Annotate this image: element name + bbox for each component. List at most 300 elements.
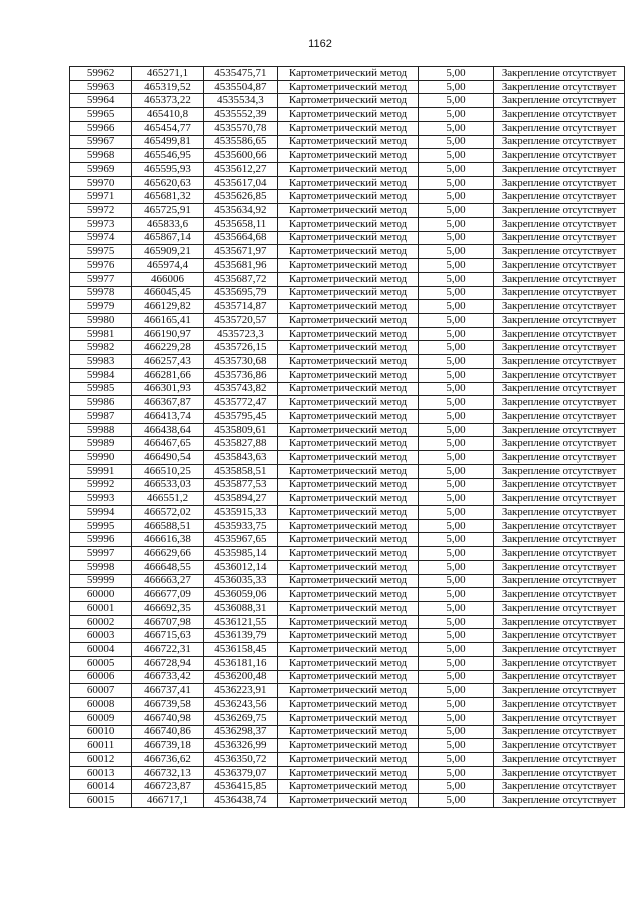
y-coordinate-cell: 4535809,61 <box>203 423 277 437</box>
fixation-cell: Закрепление отсутствует <box>494 355 625 369</box>
x-coordinate-cell: 466739,18 <box>132 739 203 753</box>
table-row <box>70 94 625 108</box>
table-row <box>70 108 625 122</box>
point-number-cell: 59974 <box>70 231 132 245</box>
method-cell: Картометрический метод <box>278 588 419 602</box>
point-number-cell: 59999 <box>70 574 132 588</box>
y-coordinate-cell: 4535730,68 <box>203 355 277 369</box>
accuracy-cell: 5,00 <box>418 574 493 588</box>
fixation-cell: Закрепление отсутствует <box>494 149 625 163</box>
x-coordinate-cell: 466367,87 <box>132 396 203 410</box>
fixation-cell: Закрепление отсутствует <box>494 259 625 273</box>
x-coordinate-cell: 466740,86 <box>132 725 203 739</box>
accuracy-cell: 5,00 <box>418 478 493 492</box>
fixation-cell: Закрепление отсутствует <box>494 300 625 314</box>
accuracy-cell: 5,00 <box>418 341 493 355</box>
point-number-cell: 60007 <box>70 684 132 698</box>
y-coordinate-cell: 4536298,37 <box>203 725 277 739</box>
table-row <box>70 272 625 286</box>
point-number-cell: 60000 <box>70 588 132 602</box>
y-coordinate-cell: 4535626,85 <box>203 190 277 204</box>
x-coordinate-cell: 466413,74 <box>132 409 203 423</box>
x-coordinate-cell: 466165,41 <box>132 313 203 327</box>
y-coordinate-cell: 4535534,3 <box>203 94 277 108</box>
fixation-cell: Закрепление отсутствует <box>494 409 625 423</box>
x-coordinate-cell: 466728,94 <box>132 656 203 670</box>
method-cell: Картометрический метод <box>278 341 419 355</box>
point-number-cell: 60010 <box>70 725 132 739</box>
table-row <box>70 300 625 314</box>
fixation-cell: Закрепление отсутствует <box>494 698 625 712</box>
table-row <box>70 588 625 602</box>
accuracy-cell: 5,00 <box>418 67 493 81</box>
method-cell: Картометрический метод <box>278 67 419 81</box>
y-coordinate-cell: 4535858,51 <box>203 464 277 478</box>
y-coordinate-cell: 4536158,45 <box>203 643 277 657</box>
y-coordinate-cell: 4536438,74 <box>203 794 277 808</box>
x-coordinate-cell: 466629,66 <box>132 547 203 561</box>
method-cell: Картометрический метод <box>278 409 419 423</box>
point-number-cell: 59975 <box>70 245 132 259</box>
x-coordinate-cell: 466740,98 <box>132 711 203 725</box>
point-number-cell: 60008 <box>70 698 132 712</box>
method-cell: Картометрический метод <box>278 752 419 766</box>
fixation-cell: Закрепление отсутствует <box>494 80 625 94</box>
point-number-cell: 59989 <box>70 437 132 451</box>
page-number: 1162 <box>308 38 332 50</box>
y-coordinate-cell: 4535664,68 <box>203 231 277 245</box>
y-coordinate-cell: 4536121,55 <box>203 615 277 629</box>
accuracy-cell: 5,00 <box>418 588 493 602</box>
x-coordinate-cell: 465410,8 <box>132 108 203 122</box>
x-coordinate-cell: 466723,87 <box>132 780 203 794</box>
fixation-cell: Закрепление отсутствует <box>494 437 625 451</box>
fixation-cell: Закрепление отсутствует <box>494 464 625 478</box>
method-cell: Картометрический метод <box>278 300 419 314</box>
table-row <box>70 176 625 190</box>
accuracy-cell: 5,00 <box>418 670 493 684</box>
y-coordinate-cell: 4535723,3 <box>203 327 277 341</box>
coordinates-table <box>69 66 625 808</box>
point-number-cell: 59995 <box>70 519 132 533</box>
fixation-cell: Закрепление отсутствует <box>494 94 625 108</box>
accuracy-cell: 5,00 <box>418 217 493 231</box>
accuracy-cell: 5,00 <box>418 492 493 506</box>
accuracy-cell: 5,00 <box>418 300 493 314</box>
x-coordinate-cell: 466733,42 <box>132 670 203 684</box>
accuracy-cell: 5,00 <box>418 355 493 369</box>
point-number-cell: 60014 <box>70 780 132 794</box>
fixation-cell: Закрепление отсутствует <box>494 506 625 520</box>
accuracy-cell: 5,00 <box>418 286 493 300</box>
fixation-cell: Закрепление отсутствует <box>494 217 625 231</box>
point-number-cell: 59963 <box>70 80 132 94</box>
y-coordinate-cell: 4536181,16 <box>203 656 277 670</box>
table-row <box>70 629 625 643</box>
table-row <box>70 368 625 382</box>
y-coordinate-cell: 4535658,11 <box>203 217 277 231</box>
method-cell: Картометрический метод <box>278 286 419 300</box>
y-coordinate-cell: 4535967,65 <box>203 533 277 547</box>
accuracy-cell: 5,00 <box>418 766 493 780</box>
table-row <box>70 396 625 410</box>
table-row <box>70 711 625 725</box>
fixation-cell: Закрепление отсутствует <box>494 588 625 602</box>
fixation-cell: Закрепление отсутствует <box>494 423 625 437</box>
table-row <box>70 643 625 657</box>
table-row <box>70 355 625 369</box>
x-coordinate-cell: 466551,2 <box>132 492 203 506</box>
y-coordinate-cell: 4535894,27 <box>203 492 277 506</box>
table-row <box>70 149 625 163</box>
y-coordinate-cell: 4536035,33 <box>203 574 277 588</box>
method-cell: Картометрический метод <box>278 190 419 204</box>
y-coordinate-cell: 4535586,65 <box>203 135 277 149</box>
x-coordinate-cell: 466722,31 <box>132 643 203 657</box>
point-number-cell: 59969 <box>70 163 132 177</box>
fixation-cell: Закрепление отсутствует <box>494 382 625 396</box>
point-number-cell: 59970 <box>70 176 132 190</box>
method-cell: Картометрический метод <box>278 698 419 712</box>
method-cell: Картометрический метод <box>278 711 419 725</box>
y-coordinate-cell: 4535985,14 <box>203 547 277 561</box>
x-coordinate-cell: 465454,77 <box>132 121 203 135</box>
x-coordinate-cell: 465271,1 <box>132 67 203 81</box>
method-cell: Картометрический метод <box>278 355 419 369</box>
accuracy-cell: 5,00 <box>418 245 493 259</box>
method-cell: Картометрический метод <box>278 451 419 465</box>
table-row <box>70 286 625 300</box>
method-cell: Картометрический метод <box>278 176 419 190</box>
x-coordinate-cell: 466467,65 <box>132 437 203 451</box>
table-row <box>70 423 625 437</box>
accuracy-cell: 5,00 <box>418 409 493 423</box>
table-row <box>70 656 625 670</box>
accuracy-cell: 5,00 <box>418 259 493 273</box>
point-number-cell: 59972 <box>70 204 132 218</box>
fixation-cell: Закрепление отсутствует <box>494 560 625 574</box>
fixation-cell: Закрепление отсутствует <box>494 341 625 355</box>
x-coordinate-cell: 466006 <box>132 272 203 286</box>
point-number-cell: 59962 <box>70 67 132 81</box>
fixation-cell: Закрепление отсутствует <box>494 451 625 465</box>
fixation-cell: Закрепление отсутствует <box>494 286 625 300</box>
point-number-cell: 59986 <box>70 396 132 410</box>
x-coordinate-cell: 465546,95 <box>132 149 203 163</box>
fixation-cell: Закрепление отсутствует <box>494 163 625 177</box>
method-cell: Картометрический метод <box>278 382 419 396</box>
method-cell: Картометрический метод <box>278 313 419 327</box>
point-number-cell: 59973 <box>70 217 132 231</box>
accuracy-cell: 5,00 <box>418 464 493 478</box>
table-row <box>70 259 625 273</box>
method-cell: Картометрический метод <box>278 464 419 478</box>
table-row <box>70 547 625 561</box>
accuracy-cell: 5,00 <box>418 506 493 520</box>
fixation-cell: Закрепление отсутствует <box>494 478 625 492</box>
table-row <box>70 437 625 451</box>
method-cell: Картометрический метод <box>278 739 419 753</box>
accuracy-cell: 5,00 <box>418 451 493 465</box>
y-coordinate-cell: 4536243,56 <box>203 698 277 712</box>
fixation-cell: Закрепление отсутствует <box>494 643 625 657</box>
method-cell: Картометрический метод <box>278 231 419 245</box>
x-coordinate-cell: 465867,14 <box>132 231 203 245</box>
table-row <box>70 560 625 574</box>
accuracy-cell: 5,00 <box>418 396 493 410</box>
point-number-cell: 59967 <box>70 135 132 149</box>
method-cell: Картометрический метод <box>278 574 419 588</box>
table-row <box>70 327 625 341</box>
y-coordinate-cell: 4535552,39 <box>203 108 277 122</box>
point-number-cell: 59971 <box>70 190 132 204</box>
accuracy-cell: 5,00 <box>418 794 493 808</box>
method-cell: Картометрический метод <box>278 121 419 135</box>
accuracy-cell: 5,00 <box>418 547 493 561</box>
accuracy-cell: 5,00 <box>418 711 493 725</box>
method-cell: Картометрический метод <box>278 615 419 629</box>
x-coordinate-cell: 465909,21 <box>132 245 203 259</box>
fixation-cell: Закрепление отсутствует <box>494 396 625 410</box>
x-coordinate-cell: 466257,43 <box>132 355 203 369</box>
y-coordinate-cell: 4535743,82 <box>203 382 277 396</box>
fixation-cell: Закрепление отсутствует <box>494 752 625 766</box>
y-coordinate-cell: 4536059,06 <box>203 588 277 602</box>
fixation-cell: Закрепление отсутствует <box>494 725 625 739</box>
y-coordinate-cell: 4535877,53 <box>203 478 277 492</box>
y-coordinate-cell: 4535475,71 <box>203 67 277 81</box>
fixation-cell: Закрепление отсутствует <box>494 629 625 643</box>
method-cell: Картометрический метод <box>278 204 419 218</box>
point-number-cell: 59993 <box>70 492 132 506</box>
table-row <box>70 190 625 204</box>
x-coordinate-cell: 466229,28 <box>132 341 203 355</box>
y-coordinate-cell: 4536415,85 <box>203 780 277 794</box>
y-coordinate-cell: 4535687,72 <box>203 272 277 286</box>
accuracy-cell: 5,00 <box>418 780 493 794</box>
x-coordinate-cell: 466663,27 <box>132 574 203 588</box>
fixation-cell: Закрепление отсутствует <box>494 327 625 341</box>
accuracy-cell: 5,00 <box>418 684 493 698</box>
point-number-cell: 60004 <box>70 643 132 657</box>
accuracy-cell: 5,00 <box>418 272 493 286</box>
fixation-cell: Закрепление отсутствует <box>494 121 625 135</box>
x-coordinate-cell: 466490,54 <box>132 451 203 465</box>
accuracy-cell: 5,00 <box>418 135 493 149</box>
method-cell: Картометрический метод <box>278 259 419 273</box>
accuracy-cell: 5,00 <box>418 327 493 341</box>
fixation-cell: Закрепление отсутствует <box>494 670 625 684</box>
x-coordinate-cell: 466129,82 <box>132 300 203 314</box>
point-number-cell: 60001 <box>70 602 132 616</box>
fixation-cell: Закрепление отсутствует <box>494 245 625 259</box>
table-row <box>70 245 625 259</box>
point-number-cell: 59985 <box>70 382 132 396</box>
y-coordinate-cell: 4536139,79 <box>203 629 277 643</box>
method-cell: Картометрический метод <box>278 780 419 794</box>
x-coordinate-cell: 466648,55 <box>132 560 203 574</box>
table-row <box>70 602 625 616</box>
accuracy-cell: 5,00 <box>418 752 493 766</box>
fixation-cell: Закрепление отсутствует <box>494 176 625 190</box>
accuracy-cell: 5,00 <box>418 698 493 712</box>
point-number-cell: 60005 <box>70 656 132 670</box>
method-cell: Картометрический метод <box>278 478 419 492</box>
fixation-cell: Закрепление отсутствует <box>494 368 625 382</box>
fixation-cell: Закрепление отсутствует <box>494 67 625 81</box>
accuracy-cell: 5,00 <box>418 176 493 190</box>
point-number-cell: 59990 <box>70 451 132 465</box>
fixation-cell: Закрепление отсутствует <box>494 574 625 588</box>
y-coordinate-cell: 4536200,48 <box>203 670 277 684</box>
table-row <box>70 341 625 355</box>
fixation-cell: Закрепление отсутствует <box>494 204 625 218</box>
point-number-cell: 59979 <box>70 300 132 314</box>
fixation-cell: Закрепление отсутствует <box>494 519 625 533</box>
point-number-cell: 59994 <box>70 506 132 520</box>
method-cell: Картометрический метод <box>278 80 419 94</box>
point-number-cell: 59982 <box>70 341 132 355</box>
y-coordinate-cell: 4536326,99 <box>203 739 277 753</box>
y-coordinate-cell: 4535720,57 <box>203 313 277 327</box>
accuracy-cell: 5,00 <box>418 643 493 657</box>
point-number-cell: 60012 <box>70 752 132 766</box>
accuracy-cell: 5,00 <box>418 423 493 437</box>
method-cell: Картометрический метод <box>278 94 419 108</box>
point-number-cell: 59978 <box>70 286 132 300</box>
accuracy-cell: 5,00 <box>418 629 493 643</box>
x-coordinate-cell: 466438,64 <box>132 423 203 437</box>
accuracy-cell: 5,00 <box>418 656 493 670</box>
accuracy-cell: 5,00 <box>418 163 493 177</box>
fixation-cell: Закрепление отсутствует <box>494 492 625 506</box>
fixation-cell: Закрепление отсутствует <box>494 615 625 629</box>
point-number-cell: 59965 <box>70 108 132 122</box>
y-coordinate-cell: 4535827,88 <box>203 437 277 451</box>
y-coordinate-cell: 4535714,87 <box>203 300 277 314</box>
fixation-cell: Закрепление отсутствует <box>494 135 625 149</box>
y-coordinate-cell: 4536088,31 <box>203 602 277 616</box>
x-coordinate-cell: 466301,93 <box>132 382 203 396</box>
method-cell: Картометрический метод <box>278 670 419 684</box>
accuracy-cell: 5,00 <box>418 231 493 245</box>
point-number-cell: 59976 <box>70 259 132 273</box>
x-coordinate-cell: 465373,22 <box>132 94 203 108</box>
method-cell: Картометрический метод <box>278 794 419 808</box>
table-row <box>70 163 625 177</box>
fixation-cell: Закрепление отсутствует <box>494 739 625 753</box>
y-coordinate-cell: 4536379,07 <box>203 766 277 780</box>
point-number-cell: 60003 <box>70 629 132 643</box>
accuracy-cell: 5,00 <box>418 94 493 108</box>
method-cell: Картометрический метод <box>278 506 419 520</box>
method-cell: Картометрический метод <box>278 602 419 616</box>
fixation-cell: Закрепление отсутствует <box>494 656 625 670</box>
table-row <box>70 780 625 794</box>
accuracy-cell: 5,00 <box>418 204 493 218</box>
y-coordinate-cell: 4535504,87 <box>203 80 277 94</box>
method-cell: Картометрический метод <box>278 149 419 163</box>
fixation-cell: Закрепление отсутствует <box>494 190 625 204</box>
method-cell: Картометрический метод <box>278 519 419 533</box>
method-cell: Картометрический метод <box>278 135 419 149</box>
method-cell: Картометрический метод <box>278 108 419 122</box>
accuracy-cell: 5,00 <box>418 615 493 629</box>
point-number-cell: 60013 <box>70 766 132 780</box>
y-coordinate-cell: 4536269,75 <box>203 711 277 725</box>
fixation-cell: Закрепление отсутствует <box>494 780 625 794</box>
table-row <box>70 725 625 739</box>
point-number-cell: 59992 <box>70 478 132 492</box>
fixation-cell: Закрепление отсутствует <box>494 313 625 327</box>
x-coordinate-cell: 466588,51 <box>132 519 203 533</box>
coordinates-table-body <box>70 67 625 808</box>
point-number-cell: 59984 <box>70 368 132 382</box>
x-coordinate-cell: 466510,25 <box>132 464 203 478</box>
method-cell: Картометрический метод <box>278 492 419 506</box>
point-number-cell: 60006 <box>70 670 132 684</box>
fixation-cell: Закрепление отсутствует <box>494 602 625 616</box>
accuracy-cell: 5,00 <box>418 313 493 327</box>
fixation-cell: Закрепление отсутствует <box>494 108 625 122</box>
point-number-cell: 59980 <box>70 313 132 327</box>
method-cell: Картометрический метод <box>278 560 419 574</box>
table-row <box>70 135 625 149</box>
y-coordinate-cell: 4535772,47 <box>203 396 277 410</box>
x-coordinate-cell: 466190,97 <box>132 327 203 341</box>
x-coordinate-cell: 466616,38 <box>132 533 203 547</box>
table-row <box>70 670 625 684</box>
table-row <box>70 533 625 547</box>
table-row <box>70 752 625 766</box>
x-coordinate-cell: 466736,62 <box>132 752 203 766</box>
x-coordinate-cell: 466692,35 <box>132 602 203 616</box>
point-number-cell: 59964 <box>70 94 132 108</box>
x-coordinate-cell: 466739,58 <box>132 698 203 712</box>
fixation-cell: Закрепление отсутствует <box>494 684 625 698</box>
method-cell: Картометрический метод <box>278 656 419 670</box>
fixation-cell: Закрепление отсутствует <box>494 231 625 245</box>
accuracy-cell: 5,00 <box>418 121 493 135</box>
accuracy-cell: 5,00 <box>418 368 493 382</box>
method-cell: Картометрический метод <box>278 725 419 739</box>
point-number-cell: 60009 <box>70 711 132 725</box>
fixation-cell: Закрепление отсутствует <box>494 533 625 547</box>
accuracy-cell: 5,00 <box>418 739 493 753</box>
table-row <box>70 121 625 135</box>
method-cell: Картометрический метод <box>278 437 419 451</box>
accuracy-cell: 5,00 <box>418 560 493 574</box>
x-coordinate-cell: 466717,1 <box>132 794 203 808</box>
method-cell: Картометрический метод <box>278 163 419 177</box>
accuracy-cell: 5,00 <box>418 533 493 547</box>
table-row <box>70 492 625 506</box>
table-row <box>70 231 625 245</box>
table-row <box>70 739 625 753</box>
x-coordinate-cell: 465681,32 <box>132 190 203 204</box>
table-row <box>70 451 625 465</box>
x-coordinate-cell: 466707,98 <box>132 615 203 629</box>
point-number-cell: 60002 <box>70 615 132 629</box>
fixation-cell: Закрепление отсутствует <box>494 794 625 808</box>
x-coordinate-cell: 466677,09 <box>132 588 203 602</box>
point-number-cell: 59968 <box>70 149 132 163</box>
table-row <box>70 506 625 520</box>
x-coordinate-cell: 466045,45 <box>132 286 203 300</box>
y-coordinate-cell: 4535570,78 <box>203 121 277 135</box>
x-coordinate-cell: 465319,52 <box>132 80 203 94</box>
y-coordinate-cell: 4535695,79 <box>203 286 277 300</box>
